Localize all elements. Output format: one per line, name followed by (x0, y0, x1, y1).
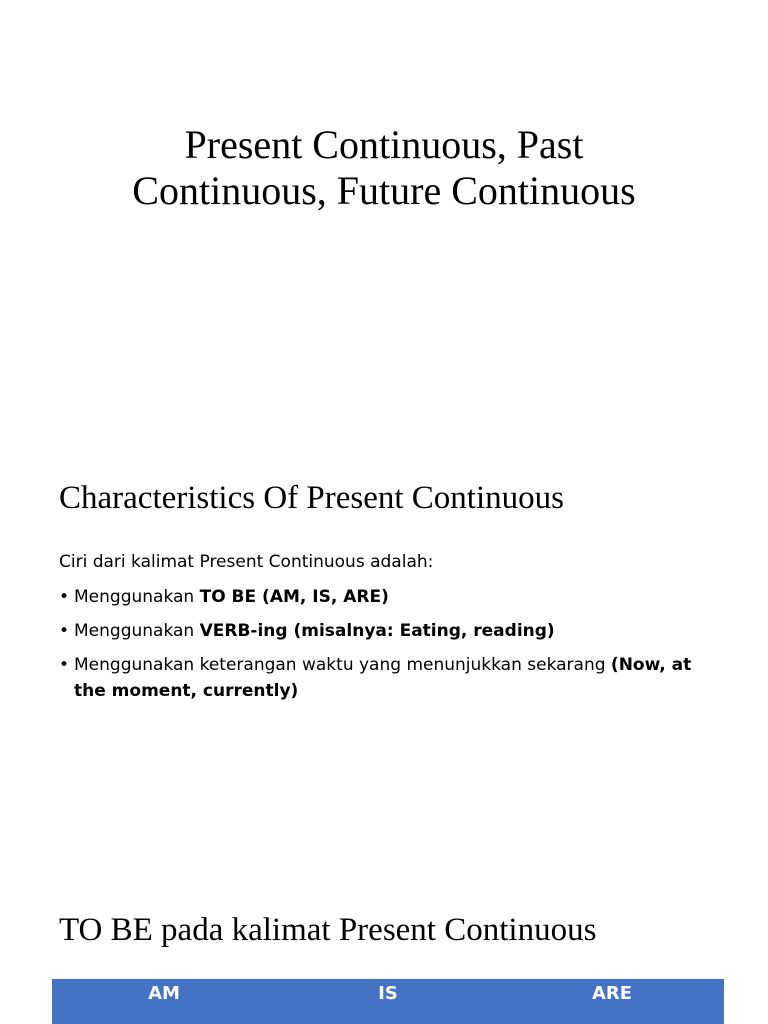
title-line-1: Present Continuous, Past (184, 122, 584, 167)
title-line-2: Continuous, Future Continuous (132, 168, 636, 213)
bullet-icon: • (59, 587, 70, 607)
to-be-heading: TO BE pada kalimat Present Continuous (59, 912, 597, 948)
bullet-text: Menggunakan (74, 587, 200, 607)
characteristics-intro: Ciri dari kalimat Present Continuous adalah: (59, 552, 434, 572)
to-be-table-header (52, 979, 724, 1024)
to-be-slide (0, 864, 768, 1024)
characteristics-list (59, 584, 709, 712)
bullet-bold-text: TO BE (AM, IS, ARE) (199, 587, 389, 607)
characteristics-slide (0, 432, 768, 864)
bullet-icon: • (59, 655, 70, 675)
presentation-title (60, 122, 708, 214)
bullet-text: Menggunakan (74, 621, 200, 641)
list-item (59, 652, 709, 704)
table-header-is: IS (378, 983, 398, 1004)
bullet-icon: • (59, 621, 70, 641)
bullet-bold-text: VERB-ing (misalnya: Eating, reading) (199, 621, 555, 641)
title-slide (0, 0, 768, 432)
table-header-are: ARE (591, 983, 633, 1004)
table-header-am: AM (148, 983, 180, 1004)
bullet-bold-text: (Now, at the moment, currently) (74, 655, 692, 701)
bullet-text: Menggunakan keterangan waktu yang menunjukkan sekarang (74, 655, 611, 675)
list-item (59, 618, 709, 644)
characteristics-heading: Characteristics Of Present Continuous (59, 480, 564, 516)
list-item (59, 584, 709, 610)
